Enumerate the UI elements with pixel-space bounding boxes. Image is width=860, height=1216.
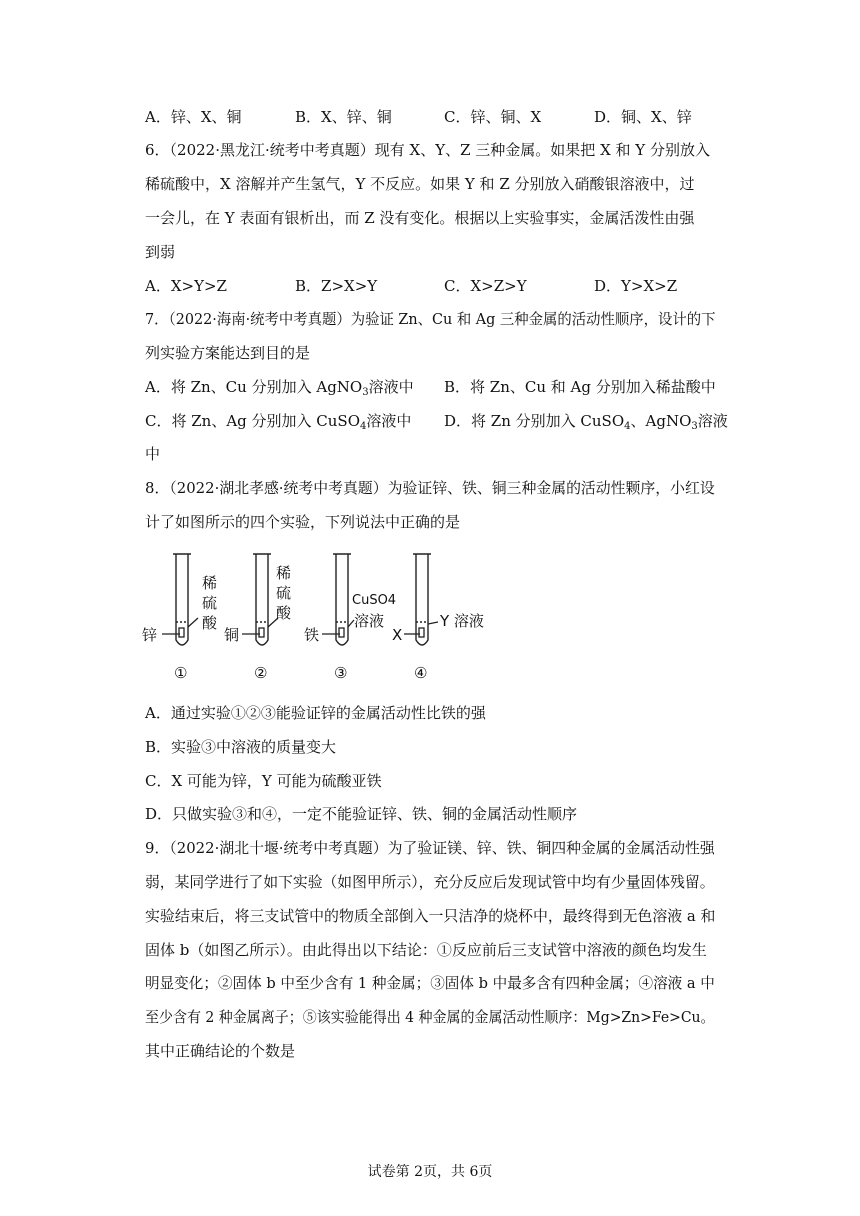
q5-option-d: D．铜、X、锌 [594, 108, 692, 126]
q8-option-d: D．只做实验③和④，一定不能验证锌、铁、铜的金属活动性顺序 [145, 805, 578, 823]
q7-stem-line-1: 7．（2022·海南·统考中考真题）为验证 Zn、Cu 和 Ag 三种金属的活动性顺序，设计的下 [145, 310, 716, 328]
tube-2-number: ② [254, 664, 268, 682]
iron-piece [339, 628, 344, 637]
tube-1-solution-label-1: 稀 [202, 574, 218, 592]
x-metal-piece [419, 628, 424, 637]
tube-1-number: ① [174, 664, 188, 682]
tube-2-metal-label: 铜 [224, 626, 240, 644]
q7-option-b: B．将 Zn、Cu 和 Ag 分别加入稀盐酸中 [444, 378, 716, 396]
q8-option-b: B．实验③中溶液的质量变大 [145, 738, 337, 756]
zinc-piece [179, 628, 184, 637]
test-tube-4 [416, 554, 428, 645]
test-tube-3 [336, 554, 348, 645]
tube-3-solution-label-1: CuSO4 [352, 593, 397, 608]
q7-stem-line-2: 列实验方案能达到目的是 [145, 344, 311, 362]
tube-3-solution-label-2: 溶液 [354, 612, 385, 630]
q5-option-c: C．锌、铜、X [444, 108, 542, 126]
q6-option-d: D．Y>X>Z [594, 277, 678, 295]
q9-stem-line-6: 至少含有 2 种金属离子；⑤该实验能得出 4 种金属的金属活动性顺序：Mg>Zn>Fe>Cu。 [145, 1008, 715, 1026]
q7-option-d: D．将 Zn 分别加入 CuSO$_4$、AgNO$_3$溶液 [444, 412, 728, 432]
q9-stem-line-1: 9．（2022·湖北十堰·统考中考真题）为了验证镁、锌、铁、铜四种金属的金属活动性强 [145, 839, 715, 857]
q8-stem-line-1: 8．（2022·湖北孝感·统考中考真题）为验证锌、铁、铜三种金属的活动性颗序，小红设 [145, 479, 715, 497]
q9-stem-line-2: 弱，某同学进行了如下实验（如图甲所示），充分反应后发现试管中均有少量固体残留。 [145, 873, 715, 891]
tube-3-metal-label: 铁 [304, 626, 320, 644]
tube-1-metal-label: 锌 [142, 626, 158, 644]
tube-2-solution-label-3: 酸 [276, 604, 292, 622]
q6-option-b: B．Z>X>Y [295, 277, 378, 295]
q5-option-a: A．锌、X、铜 [145, 108, 242, 126]
q8-option-c: C．X 可能为锌，Y 可能为硫酸亚铁 [145, 772, 382, 790]
q5-option-b: B．X、锌、铜 [295, 108, 392, 126]
q9-stem-line-5: 明显变化；②固体 b 中至少含有 1 种金属；③固体 b 中最多含有四种金属；④溶液 a 中 [145, 974, 715, 992]
tube-4-solution-label: Y 溶液 [440, 612, 484, 630]
q7-option-a: A．将 Zn、Cu 分别加入 AgNO$_3$溶液中 [145, 378, 414, 398]
test-tube-1 [176, 554, 188, 645]
q6-stem-line-2: 稀硫酸中，X 溶解并产生氢气，Y 不反应。如果 Y 和 Z 分别放入硝酸银溶液中，过 [145, 175, 695, 193]
q6-stem-line-1: 6．（2022·黑龙江·统考中考真题）现有 X、Y、Z 三种金属。如果把 X 和 Y 分别放入 [145, 141, 710, 159]
q6-stem-line-3: 一会儿，在 Y 表面有银析出，而 Z 没有变化。根据以上实验事实，金属活泼性由强 [145, 209, 695, 227]
tube-4-number: ④ [414, 664, 428, 682]
q9-stem-line-7: 其中正确结论的个数是 [145, 1042, 296, 1060]
tube-1-solution-label-2: 硫 [202, 594, 218, 612]
q9-stem-line-3: 实验结束后，将三支试管中的物质全部倒入一只洁净的烧杯中，最终得到无色溶液 a 和 [145, 907, 716, 925]
q8-option-a: A．通过实验①②③能验证锌的金属活动性比铁的强 [145, 704, 486, 722]
tube-2-solution-label-1: 稀 [276, 564, 292, 582]
q6-stem-line-4: 到弱 [145, 243, 176, 261]
q7-option-c: C．将 Zn、Ag 分别加入 CuSO$_4$溶液中 [145, 412, 412, 432]
q7-option-d-continued: 中 [145, 445, 161, 463]
tube-1-solution-label-3: 酸 [202, 614, 218, 632]
test-tube-figure [140, 548, 500, 688]
q6-option-a: A．X>Y>Z [145, 277, 227, 295]
q8-stem-line-2: 计了如图所示的四个实验，下列说法中正确的是 [145, 513, 461, 531]
q6-option-c: C．X>Z>Y [444, 277, 527, 295]
tube-2-solution-label-2: 硫 [276, 584, 292, 602]
tube-4-metal-label: X [392, 626, 403, 644]
q9-stem-line-4: 固体 b（如图乙所示）。由此得出以下结论：①反应前后三支试管中溶液的颜色均发生 [145, 941, 707, 959]
tube-3-number: ③ [334, 664, 348, 682]
copper-piece [259, 628, 264, 637]
test-tube-2 [256, 554, 268, 645]
page-footer: 试卷第 2页，共 6页 [367, 1164, 493, 1180]
